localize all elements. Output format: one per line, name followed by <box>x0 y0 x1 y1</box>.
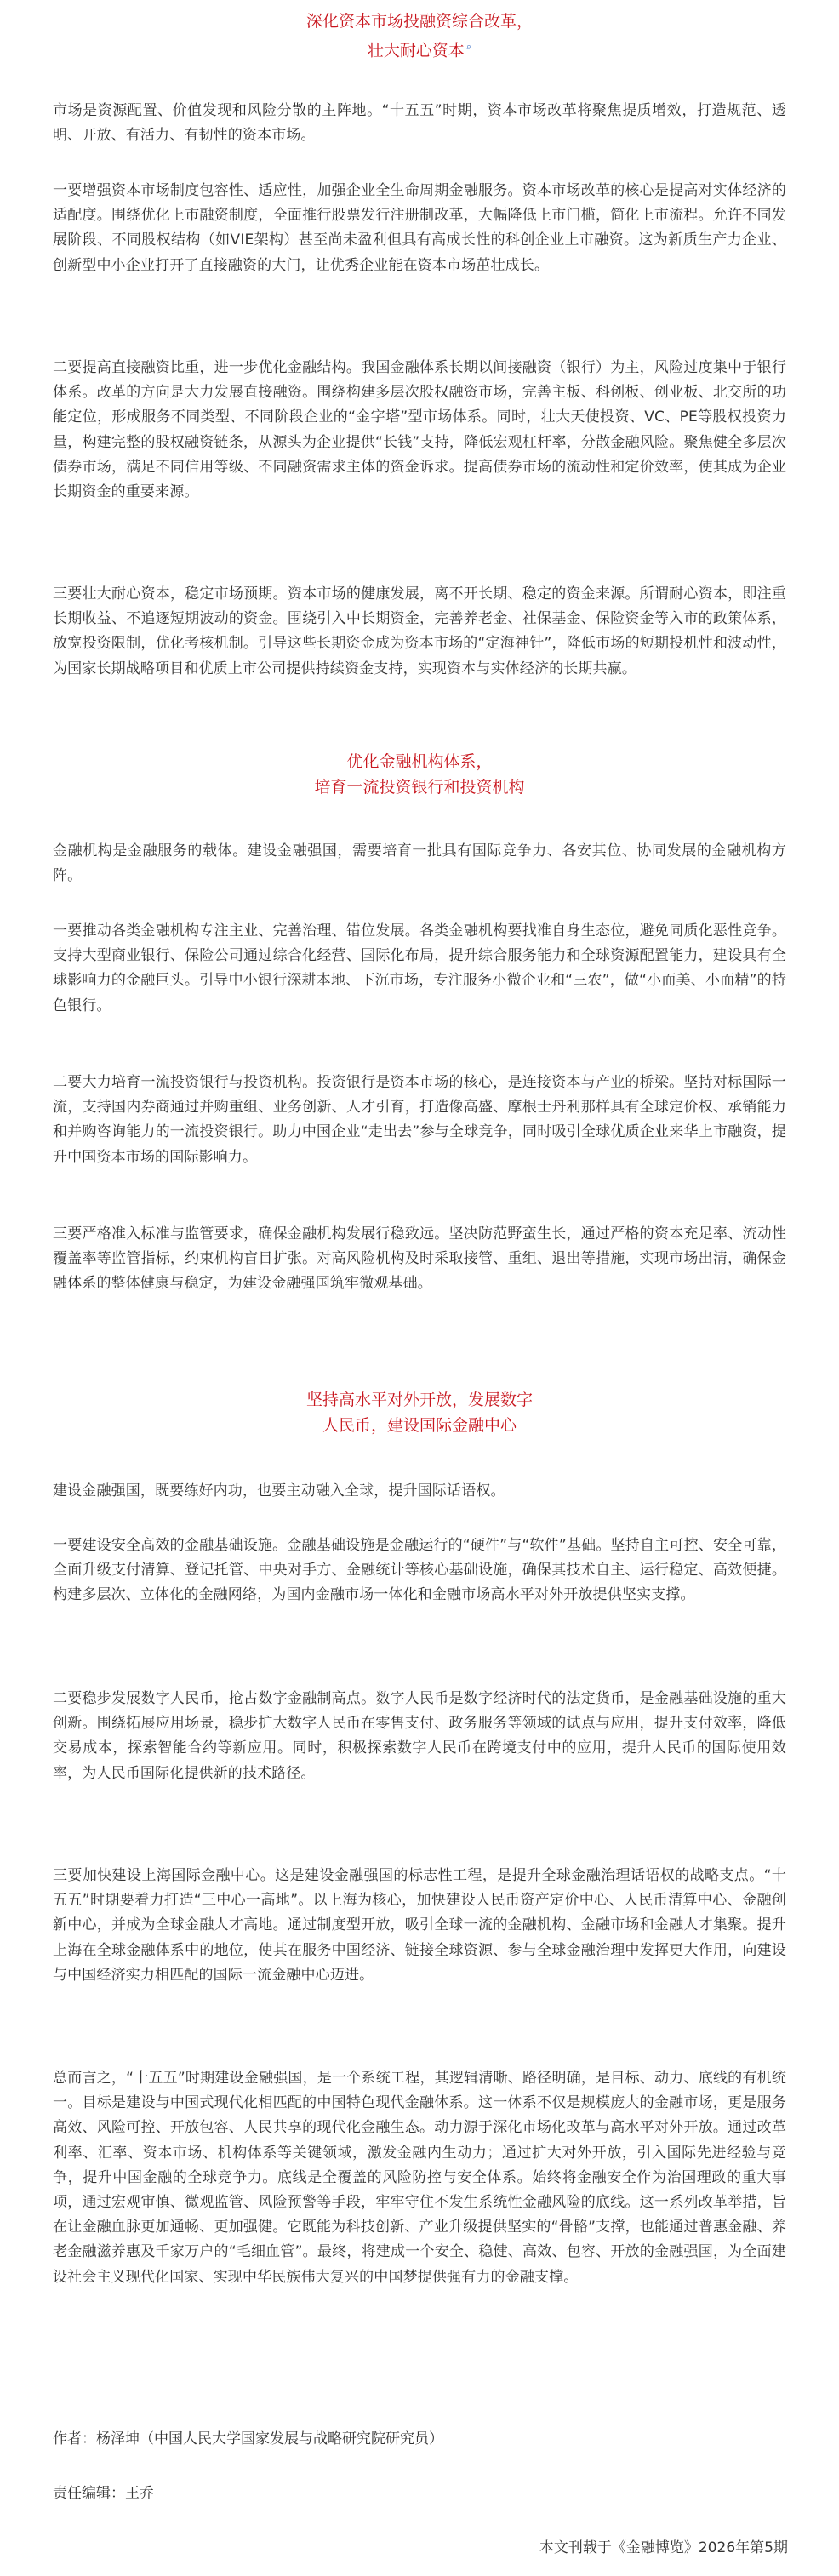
paragraph: 二要大力培育一流投资银行与投资机构。投资银行是资本市场的核心，是连接资本与产业的桥梁。坚持对标国际一流，支持国内券商通过并购重组、业务创新、人才引育，打造像高盛、摩根士丹利那样具有全球定价权、承销能力和并购咨询能力的一流投资银行。助力中国企业“走出去”参与全球竞争，同时吸引全球优质企业来华上市融资，提升中国资本市场的国际影响力。 <box>53 1074 786 1166</box>
paragraph: 三要加快建设上海国际金融中心。这是建设金融强国的标志性工程，是提升全球金融治理话语权的战略支点。“十五五”时期要着力打造“三中心一高地”。以上海为核心，加快建设人民币资产定价中心、人民币清算中心、金融创新中心，并成为全球金融人才高地。通过制度型开放，吸引全球一流的金融机构、金融市场和金融人才集聚。提升上海在全球金融体系中的地位，使其在服务中国经济、链接全球资源、参与全球金融治理中发挥更大作用，向建设与中国经济实力相匹配的国际一流金融中心迈进。 <box>53 1867 786 1984</box>
heading-line: 坚持高水平对外开放，发展数字 <box>305 1391 533 1409</box>
editor-line: 责任编辑：王乔 <box>53 2485 154 2502</box>
heading-line: 培育一流投资银行和投资机构 <box>314 778 525 797</box>
author-line: 作者：杨泽坤（中国人民大学国家发展与战略研究院研究员） <box>53 2430 443 2447</box>
section-heading-capital-market <box>0 9 839 63</box>
section-heading-opening-up <box>0 1387 839 1438</box>
search-mark-icon[interactable]: ⌕ <box>465 41 472 52</box>
paragraph: 金融机构是金融服务的载体。建设金融强国，需要培育一批具有国际竞争力、各安其位、协同发展的金融机构方阵。 <box>53 842 786 885</box>
paragraph: 一要推动各类金融机构专注主业、完善治理、错位发展。各类金融机构要找准自身生态位，避免同质化恶性竞争。支持大型商业银行、保险公司通过综合化经营、国际化布局，提升综合服务能力和全球资源配置能力，建设具有全球影响力的金融巨头。引导中小银行深耕本地、下沉市场，专注服务小微企业和“三农”，做“小而美、小而精”的特色银行。 <box>53 922 786 1014</box>
paragraph: 市场是资源配置、价值发现和风险分散的主阵地。“十五五”时期，资本市场改革将聚焦提质增效，打造规范、透明、开放、有活力、有韧性的资本市场。 <box>53 102 786 145</box>
paragraph: 二要稳步发展数字人民币，抢占数字金融制高点。数字人民币是数字经济时代的法定货币，是金融基础设施的重大创新。围绕拓展应用场景，稳步扩大数字人民币在零售支付、政务服务等领域的试点与应用，提升支付效率，降低交易成本，探索智能合约等新应用。同时，积极探索数字人民币在跨境支付中的应用，提升人民币的国际使用效率，为人民币国际化提供新的技术路径。 <box>53 1690 786 1782</box>
paragraph: 三要壮大耐心资本，稳定市场预期。资本市场的健康发展，离不开长期、稳定的资金来源。所谓耐心资本，即注重长期收益、不追逐短期波动的资金。围绕引入中长期资金，完善养老金、社保基金、保险资金等入市的政策体系，放宽投资限制，优化考核机制。引导这些长期资金成为资本市场的“定海神针”，降低市场的短期投机性和波动性，为国家长期战略项目和优质上市公司提供持续资金支持，实现资本与实体经济的长期共赢。 <box>53 585 786 677</box>
heading-line: 深化资本市场投融资综合改革， <box>305 12 533 31</box>
paragraph: 建设金融强国，既要练好内功，也要主动融入全球，提升国际话语权。 <box>53 1482 505 1499</box>
heading-line: 人民币，建设国际金融中心 <box>322 1416 517 1435</box>
paragraph: 一要建设安全高效的金融基础设施。金融基础设施是金融运行的“硬件”与“软件”基础。坚持自主可控、安全可靠，全面升级支付清算、登记托管、中央对手方、金融统计等核心基础设施，确保其技术自主、运行稳定、高效便捷。构建多层次、立体化的金融网络，为国内金融市场一体化和金融市场高水平对外开放提供坚实支撑。 <box>53 1537 786 1604</box>
section-heading-financial-institutions <box>0 749 839 800</box>
paragraph: 总而言之，“十五五”时期建设金融强国，是一个系统工程，其逻辑清晰、路径明确，是目标、动力、底线的有机统一。目标是建设与中国式现代化相匹配的中国特色现代金融体系。这一体系不仅是规模庞大的金融市场，更是服务高效、风险可控、开放包容、人民共享的现代化金融生态。动力源于深化市场化改革与高水平对外开放。通过改革利率、汇率、资本市场、机构体系等关键领域，激发金融内生动力；通过扩大对外开放，引入国际先进经验与竞争，提升中国金融的全球竞争力。底线是全覆盖的风险防控与安全体系。始终将金融安全作为治国理政的重大事项，通过宏观审慎、微观监管、风险预警等手段，牢牢守住不发生系统性金融风险的底线。这一系列改革举措，旨在让金融血脉更加通畅、更加强健。它既能为科技创新、产业升级提供坚实的“骨骼”支撑，也能通过普惠金融、养老金融滋养惠及千家万户的“毛细血管”。最终，将建成一个安全、稳健、高效、包容、开放的金融强国，为全面建设社会主义现代化国家、实现中华民族伟大复兴的中国梦提供强有力的金融支撑。 <box>53 2070 786 2286</box>
paragraph: 二要提高直接融资比重，进一步优化金融结构。我国金融体系长期以间接融资（银行）为主，风险过度集中于银行体系。改革的方向是大力发展直接融资。围绕构建多层次股权融资市场，完善主板、科创板、创业板、北交所的功能定位，形成服务不同类型、不同阶段企业的“金字塔”型市场体系。同时，壮大天使投资、VC、PE等股权投资力量，构建完整的股权融资链条，从源头为企业提供“长钱”支持，降低宏观杠杆率，分散金融风险。聚焦健全多层次债券市场，满足不同信用等级、不同融资需求主体的资金诉求。提高债券市场的流动性和定价效率，使其成为企业长期资金的重要来源。 <box>53 359 786 501</box>
heading-line: 优化金融机构体系， <box>346 752 493 771</box>
heading-line: 壮大耐心资本 ⌕ <box>367 41 472 60</box>
paragraph: 一要增强资本市场制度包容性、适应性，加强企业全生命周期金融服务。资本市场改革的核心是提高对实体经济的适配度。围绕优化上市融资制度，全面推行股票发行注册制改革，大幅降低上市门槛，简化上市流程。允许不同发展阶段、不同股权结构（如VIE架构）甚至尚未盈利但具有高成长性的科创企业上市融资。这为新质生产力企业、创新型中小企业打开了直接融资的大门，让优秀企业能在资本市场茁壮成长。 <box>53 182 786 274</box>
source-line: 本文刊载于《金融博览》2026年第5期 <box>539 2539 788 2556</box>
paragraph: 三要严格准入标准与监管要求，确保金融机构发展行稳致远。坚决防范野蛮生长，通过严格的资本充足率、流动性覆盖率等监管指标，约束机构盲目扩张。对高风险机构及时采取接管、重组、退出等措施，实现市场出清，确保金融体系的整体健康与稳定，为建设金融强国筑牢微观基础。 <box>53 1225 786 1293</box>
